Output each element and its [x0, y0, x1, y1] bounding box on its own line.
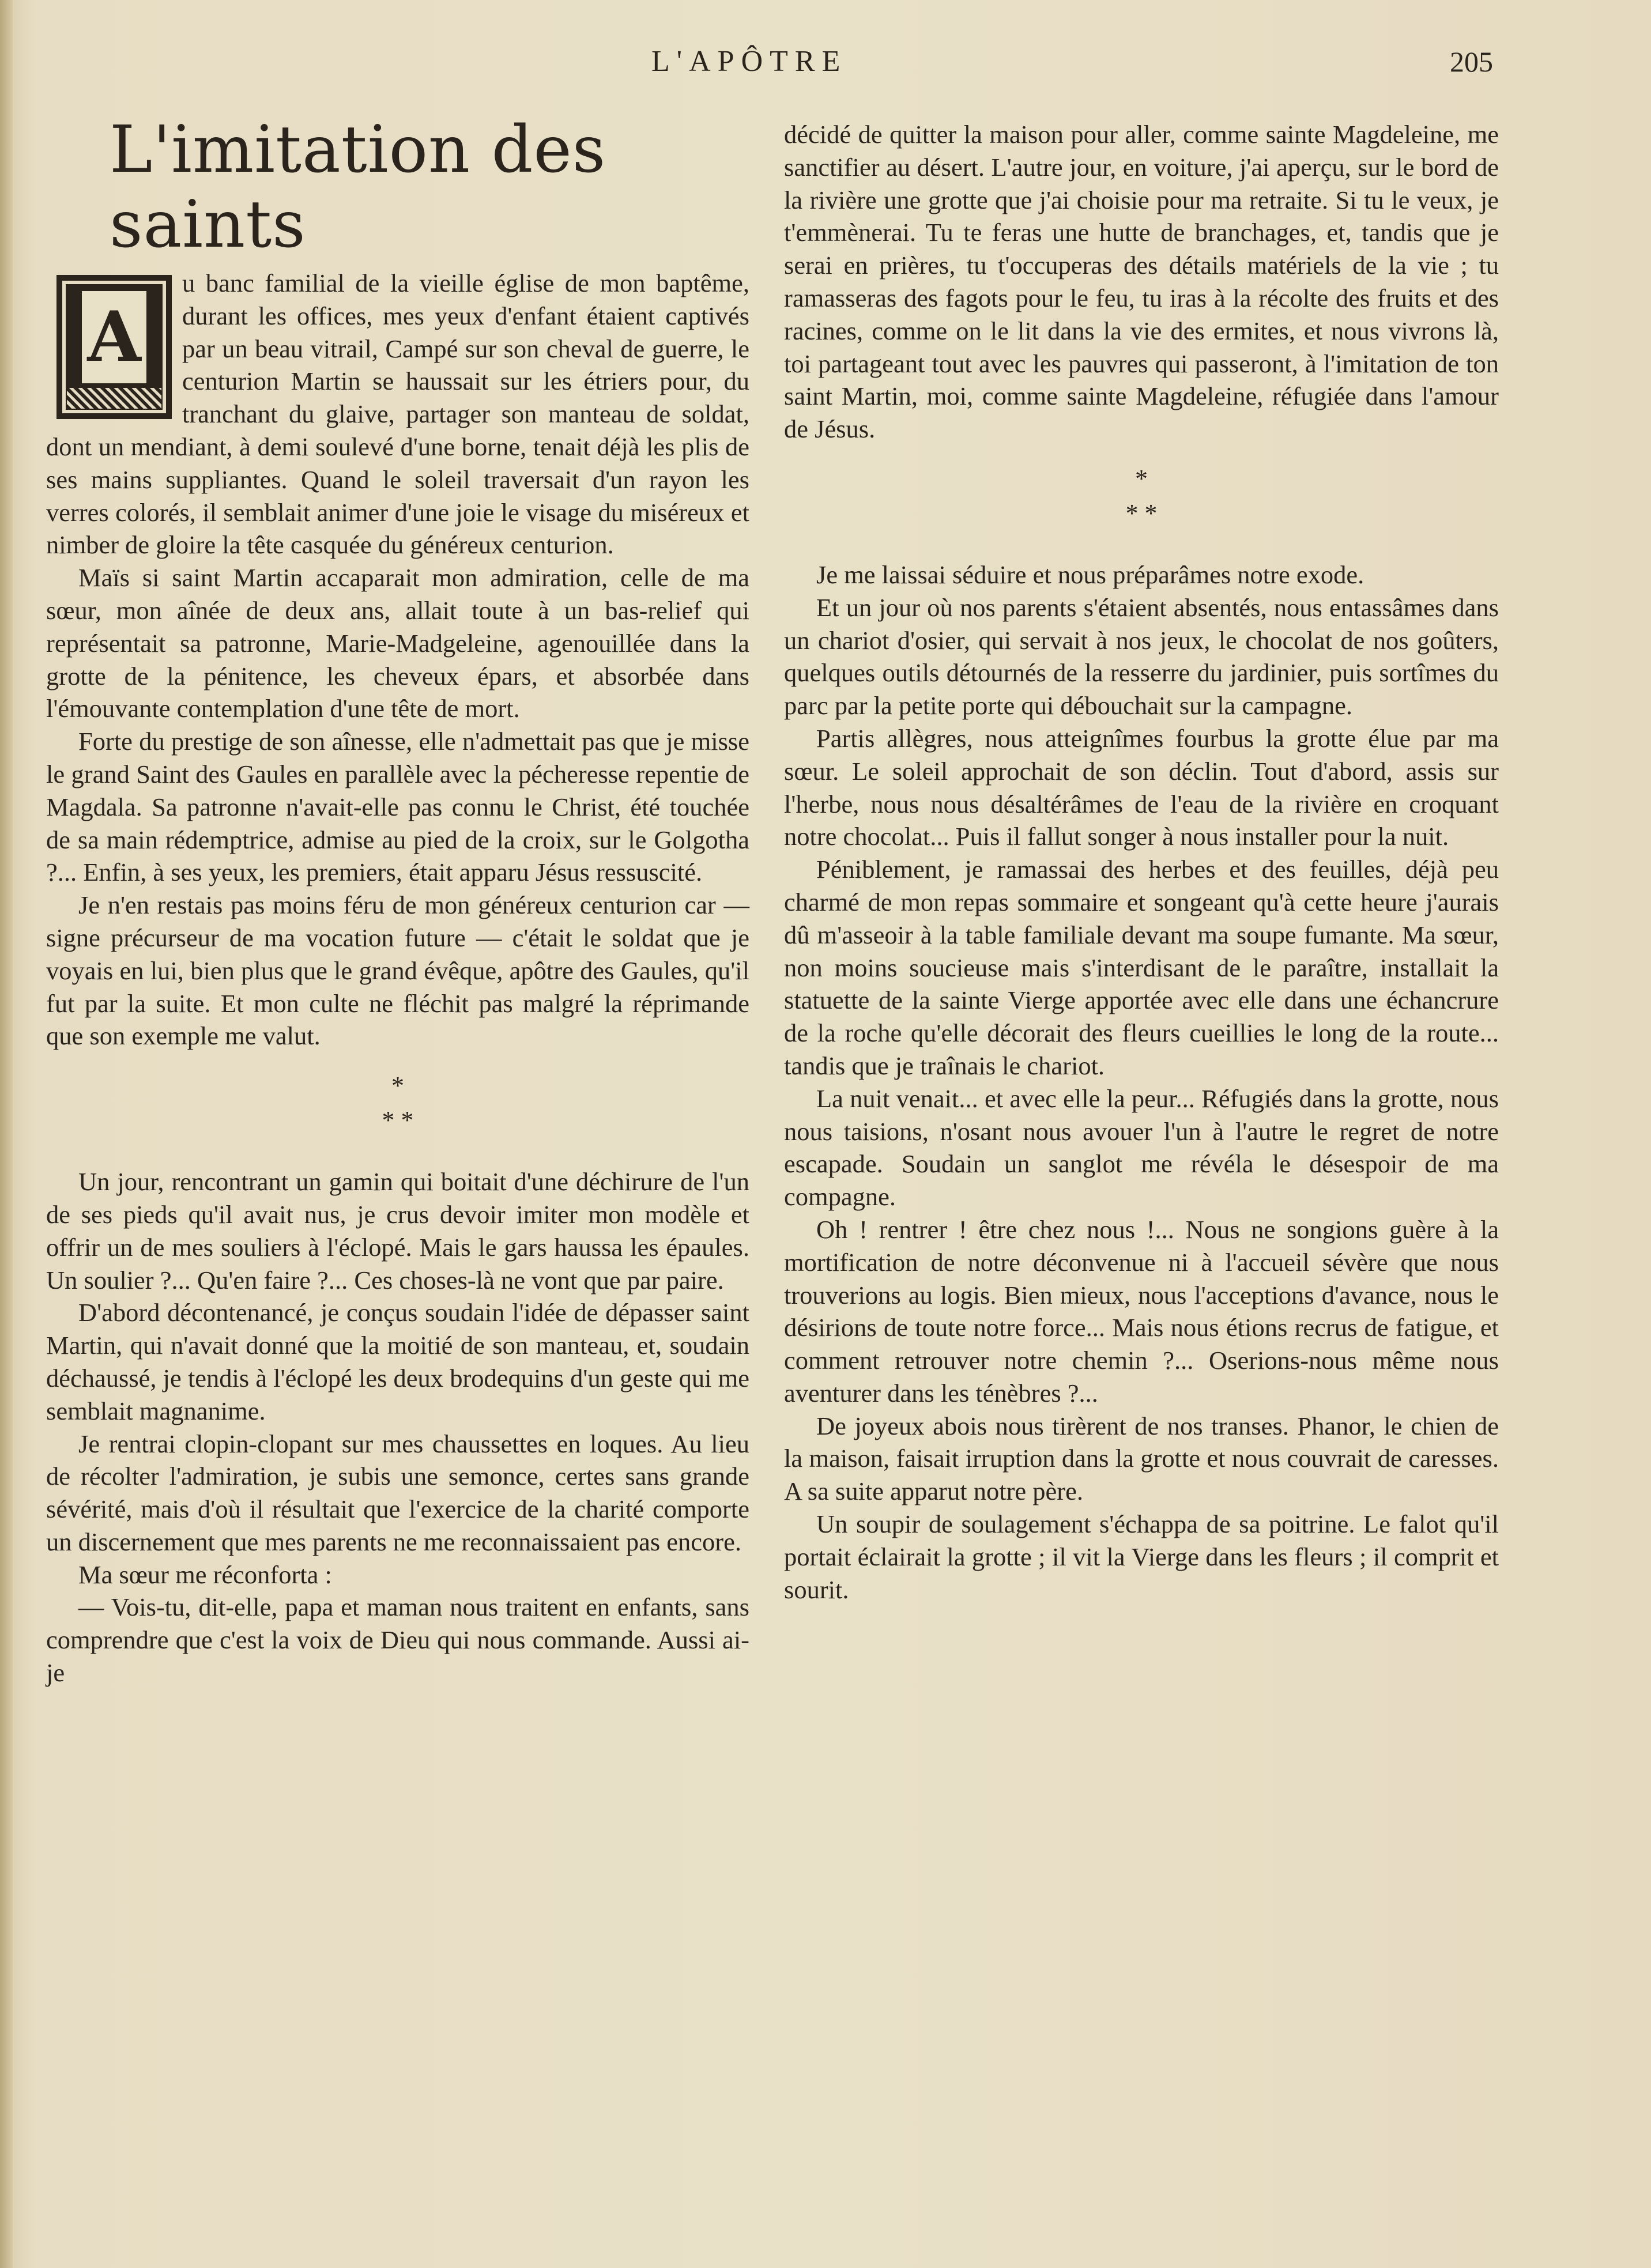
paragraph: Et un jour où nos parents s'étaient absentés, nous entassâmes dans un chariot d'osier, qui servait à nos jeux, le chocolat de nos goûters, quelques outils détournés de la resserre du jardinier, puis sortîmes du parc par la petite porte qui débouchait sur la campagne.: [784, 593, 1499, 720]
first-paragraph-block: [46, 267, 749, 561]
initial-ornament-icon: [67, 388, 161, 409]
paragraph: u banc familial de la vieille église de mon baptême, durant les offices, mes yeux d'enfant étaient captivés par un beau vitrail, Campé sur son cheval de guerre, le centurion Martin se haussait sur les étriers pour, du tranchant du glaive, partager son manteau de soldat, dont un mendiant, à demi soulevé d'une borne, tenait déjà les plis de ses mains suppliantes. Quand le soleil traversait d'un rayon les verres colorés, il semblait animer d'une joie le visage du miséreux et nimber de gloire la tête casquée du généreux centurion.: [46, 269, 749, 560]
separator-star-bottom: * *: [1125, 499, 1158, 527]
binding-edge: [0, 0, 13, 2268]
paragraph: De joyeux abois nous tirèrent de nos transes. Phanor, le chien de la maison, faisait irruption dans la grotte et nous couvrait de caresses. A sa suite apparut notre père.: [784, 1411, 1499, 1506]
left-column: [46, 112, 749, 1689]
ornamental-initial: [56, 275, 172, 419]
paragraph: Péniblement, je ramassai des herbes et des feuilles, déjà peu charmé de mon repas sommaire et songeant qu'à cette heure j'aurais dû m'asseoir à la table familiale devant ma soupe fumante. Ma sœur, non moins soucieuse mais s'interdisant de le paraître, installait la statuette de la sainte Vierge apportée avec elle dans une échancrure de la roche qu'elle décorait des fleurs cueillies le long de la route... tandis que je traînais le chariot.: [784, 855, 1499, 1080]
paragraph: Maïs si saint Martin accaparait mon admiration, celle de ma sœur, mon aînée de deux ans, allait toute à un bas-relief qui représentait sa patronne, Marie-Madgeleine, agenouillée dans la grotte de la pénitence, les cheveux épars, et absorbée dans l'émouvante contemplation d'une tête de mort.: [46, 563, 749, 723]
paragraph: Un jour, rencontrant un gamin qui boitait d'une déchirure de l'un de ses pieds qu'il avait nus, je crus devoir imiter mon modèle et offrir un de mes souliers à l'éclopé. Mais le gars haussa les épaules. Un soulier ?... Qu'en faire ?... Ces choses-là ne vont que par paire.: [46, 1167, 749, 1295]
paragraph: Oh ! rentrer ! être chez nous !... Nous ne songions guère à la mortification de notre déconvenue ni à l'accueil sévère que nous trouverions au logis. Bien mieux, nous l'acceptions d'avance, nous le désirions de toute notre force... Mais nous étions recrus de fatigue, et comment retrouver notre chemin ?... Oserions-nous même nous aventurer dans les ténèbres ?...: [784, 1214, 1499, 1407]
separator-star-top: *: [1135, 464, 1148, 493]
running-head: [0, 41, 1651, 82]
section-separator: [784, 462, 1499, 531]
paragraph: Un soupir de soulagement s'échappa de sa poitrine. Le falot qu'il portait éclairait la grotte ; il vit la Vierge dans les fleurs ; il comprit et sourit.: [784, 1510, 1499, 1604]
paragraph: — Vois-tu, dit-elle, papa et maman nous traitent en enfants, sans comprendre que c'est la voix de Dieu qui nous commande. Aussi ai-je: [46, 1592, 749, 1688]
paragraph: Je me laissai séduire et nous préparâmes notre exode.: [816, 560, 1364, 589]
paragraph: décidé de quitter la maison pour aller, comme sainte Magdeleine, me sanctifier au désert. L'autre jour, en voiture, j'ai aperçu, sur le bord de la rivière une grotte que j'ai choisie pour ma retraite. Si tu le veux, je t'emmènerai. Tu te feras une hutte de branchages, et, tandis que je serai en prières, tu t'occuperas des détails matériels de la vie ; tu ramasseras des fagots pour le feu, tu iras à la récolte des fruits et des racines, comme on le lit dans la vie des ermites, et nous vivrons là, toi partageant tout avec les pauvres qui passeront, à l'imitation de ton saint Martin, moi, comme sainte Magdeleine, réfugiée dans l'amour de Jésus.: [784, 120, 1499, 444]
separator-star-bottom: * *: [382, 1106, 414, 1135]
article-title: L'imitation des saints: [110, 112, 606, 262]
section-separator: [46, 1069, 749, 1138]
paragraph: Forte du prestige de son aînesse, elle n'admettait pas que je misse le grand Saint des Gaules en parallèle avec la pécheresse repentie de Magdala. Sa patronne n'avait-elle pas connu le Christ, été touchée de sa main rédemptrice, admise au pied de la croix, sur le Golgotha ?... Enfin, à ses yeux, les premiers, était apparu Jésus ressuscité.: [46, 727, 749, 887]
paragraph: Je rentrai clopin-clopant sur mes chaussettes en loques. Au lieu de récolter l'admiration, je subis une semonce, certes sans grande sévérité, mais d'où il résultait que l'exercice de la charité comporte un discernement que mes parents ne me reconnaissaient pas encore.: [46, 1429, 749, 1556]
page-number: 205: [1450, 46, 1493, 78]
running-title: L'APÔTRE: [651, 45, 847, 78]
paragraph: La nuit venait... et avec elle la peur... Réfugiés dans la grotte, nous nous taisions, n'osant nous avouer l'un à l'autre le regret de notre escapade. Soudain un sanglot me révéla le désespoir de ma compagne.: [784, 1084, 1499, 1212]
paragraph: Ma sœur me réconforta :: [78, 1560, 332, 1589]
paragraph: Partis allègres, nous atteignîmes fourbus la grotte élue par ma sœur. Le soleil approchait de son déclin. Tout d'abord, assis sur l'herbe, nous nous désaltérâmes de l'eau de la rivière en croquant notre chocolat... Puis il fallut songer à nous installer pour la nuit.: [784, 723, 1499, 851]
paragraph: D'abord décontenancé, je conçus soudain l'idée de dépasser saint Martin, qui n'avait donné que la moitié de son manteau, et, soudain déchaussé, je tendis à l'éclopé les deux brodequins d'un geste qui me semblait magnanime.: [46, 1298, 749, 1425]
right-column: [784, 118, 1499, 1606]
drop-cap-letter: A: [82, 291, 146, 383]
paragraph: Je n'en restais pas moins féru de mon généreux centurion car — signe précurseur de ma vocation future — c'était le soldat que je voyais en lui, bien plus que le grand évêque, apôtre des Gaules, qu'il fut par la suite. Et mon culte ne fléchit pas malgré la réprimande que son exemple me valut.: [46, 890, 749, 1051]
separator-star-top: *: [391, 1071, 404, 1100]
